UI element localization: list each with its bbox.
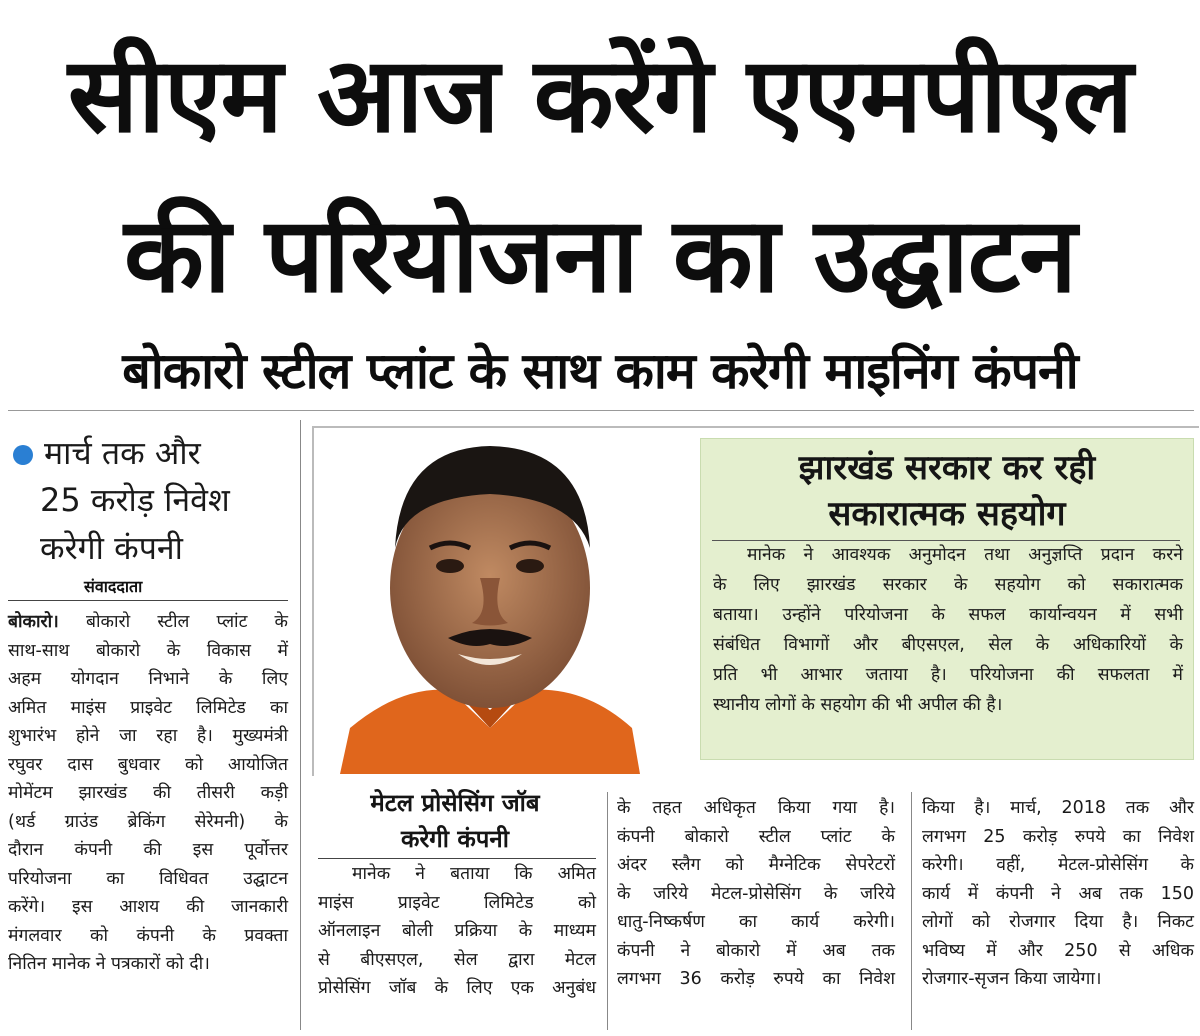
- infobox-title-line-2: सकारात्मक सहयोग: [828, 494, 1066, 534]
- section-title-line-2: करेगी कंपनी: [401, 825, 509, 853]
- column-4-line: लोगों को रोजगार दिया है। निकट: [922, 912, 1194, 932]
- column-1-line: अहम योगदान निभाने के लिए: [8, 669, 288, 689]
- divider-under-subheadline: [8, 410, 1194, 411]
- column-1-line: परियोजना का विधिवत उद्घाटन: [8, 868, 288, 889]
- column-1-line: नितिन मानेक ने पत्रकारों को दी।: [8, 954, 210, 974]
- column-divider: [300, 420, 301, 1030]
- column-3-line: लगभग 36 करोड़ रुपये का निवेश: [617, 969, 895, 989]
- column-3-line: धातु-निष्कर्षण का कार्य करेगी।: [617, 912, 895, 932]
- column-1-line: मंगलवार को कंपनी के प्रवक्ता: [8, 925, 288, 946]
- article-column-4: [922, 794, 1194, 994]
- article-column-3: [617, 794, 895, 994]
- column-4-line: लगभग 25 करोड़ रुपये का निवेश: [922, 826, 1194, 847]
- column-1-line: मोमेंटम झारखंड की तीसरी कड़ी: [8, 783, 288, 803]
- column-3-line: कंपनी ने बोकारो में अब तक: [617, 940, 895, 961]
- article-column-2: [318, 860, 596, 1003]
- column-4-line: रोजगार-सृजन किया जायेगा।: [922, 969, 1102, 989]
- column-1-line: करेंगे। इस आशय की जानकारी: [8, 897, 288, 917]
- headline-line-1: सीएम आज करेंगे एएमपीएल: [67, 34, 1133, 156]
- bullet-dot-icon: [13, 445, 33, 465]
- column-2-line: मानेक ने बताया कि अमित: [352, 864, 596, 884]
- column-1-line: (थर्ड ग्राउंड ब्रेकिंग सेरेमनी) के: [8, 811, 288, 832]
- headline-line-2: की परियोजना का उद्घाटन: [124, 194, 1076, 316]
- highlight-line-3: करेगी कंपनी: [40, 529, 183, 567]
- column-1-line: शुभारंभ होने जा रहा है। मुख्यमंत्री: [8, 726, 288, 746]
- column-divider: [911, 792, 912, 1030]
- byline: संवाददाता: [84, 577, 143, 596]
- infobox-line: मानेक ने आवश्यक अनुमोदन तथा अनुज्ञप्ति प्रदान करने: [747, 545, 1183, 565]
- dateline: बोकारो।: [8, 612, 59, 632]
- column-3-line: अंदर स्लैग को मैग्नेटिक सेपरेटरों: [617, 855, 895, 875]
- section-title-line-1: मेटल प्रोसेसिंग जॉब: [370, 789, 540, 817]
- column-divider: [607, 792, 608, 1030]
- column-4-line: कार्य में कंपनी ने अब तक 150: [922, 883, 1194, 904]
- portrait-photo: [340, 428, 640, 774]
- column-1-line: साथ-साथ बोकारो के विकास में: [8, 640, 288, 661]
- infobox-line: स्थानीय लोगों के सहयोग की भी अपील की है।: [713, 695, 1003, 715]
- infobox-title-line-1: झारखंड सरकार कर रही: [798, 448, 1096, 488]
- column-4-line: करेगी। वहीं, मेटल-प्रोसेसिंग के: [922, 855, 1194, 875]
- section-title-divider: [318, 858, 596, 859]
- infobox-line: संबंधित विभागों और बीएसएल, सेल के अधिकारियों के: [713, 635, 1183, 655]
- column-3-line: के तहत अधिकृत किया गया है।: [617, 798, 895, 818]
- column-2-line: प्रोसेसिंग जॉब के लिए एक अनुबंध: [318, 978, 596, 998]
- infobox-line: के लिए झारखंड सरकार के सहयोग को सकारात्मक: [713, 575, 1183, 595]
- column-4-line: भविष्य में और 250 से अधिक: [922, 940, 1194, 961]
- column-2-line: से बीएसएल, सेल द्वारा मेटल: [318, 949, 596, 970]
- infobox-line: प्रति भी आभार जताया है। परियोजना की सफलता में: [713, 665, 1183, 685]
- column-1-line: दौरान कंपनी की इस पूर्वोत्तर: [8, 840, 288, 860]
- column-3-line: कंपनी बोकारो स्टील प्लांट के: [617, 826, 895, 847]
- byline-divider: [8, 600, 288, 601]
- column-1-line: रघुवर दास बुधवार को आयोजित: [8, 754, 288, 775]
- highlight-line-2: 25 करोड़ निवेश: [40, 481, 230, 519]
- infobox-line: बताया। उन्होंने परियोजना के सफल कार्यान्वयन में सभी: [713, 605, 1183, 625]
- column-2-line: माइंस प्राइवेट लिमिटेड को: [318, 892, 596, 913]
- infobox-body: [713, 540, 1183, 720]
- column-1-line: बोकारो। बोकारो स्टील प्लांट के: [8, 612, 288, 632]
- column-4-line: किया है। मार्च, 2018 तक और: [922, 798, 1194, 818]
- column-3-line: के जरिये मेटल-प्रोसेसिंग के जरिये: [617, 883, 895, 904]
- highlight-line-1: मार्च तक और: [44, 434, 201, 472]
- column-2-line: ऑनलाइन बोली प्रक्रिया के माध्यम: [318, 921, 596, 941]
- article-column-1: [8, 608, 288, 979]
- subheadline: बोकारो स्टील प्लांट के साथ काम करेगी माइनिंग कंपनी: [122, 342, 1078, 400]
- column-1-line: अमित माइंस प्राइवेट लिमिटेड का: [8, 697, 288, 718]
